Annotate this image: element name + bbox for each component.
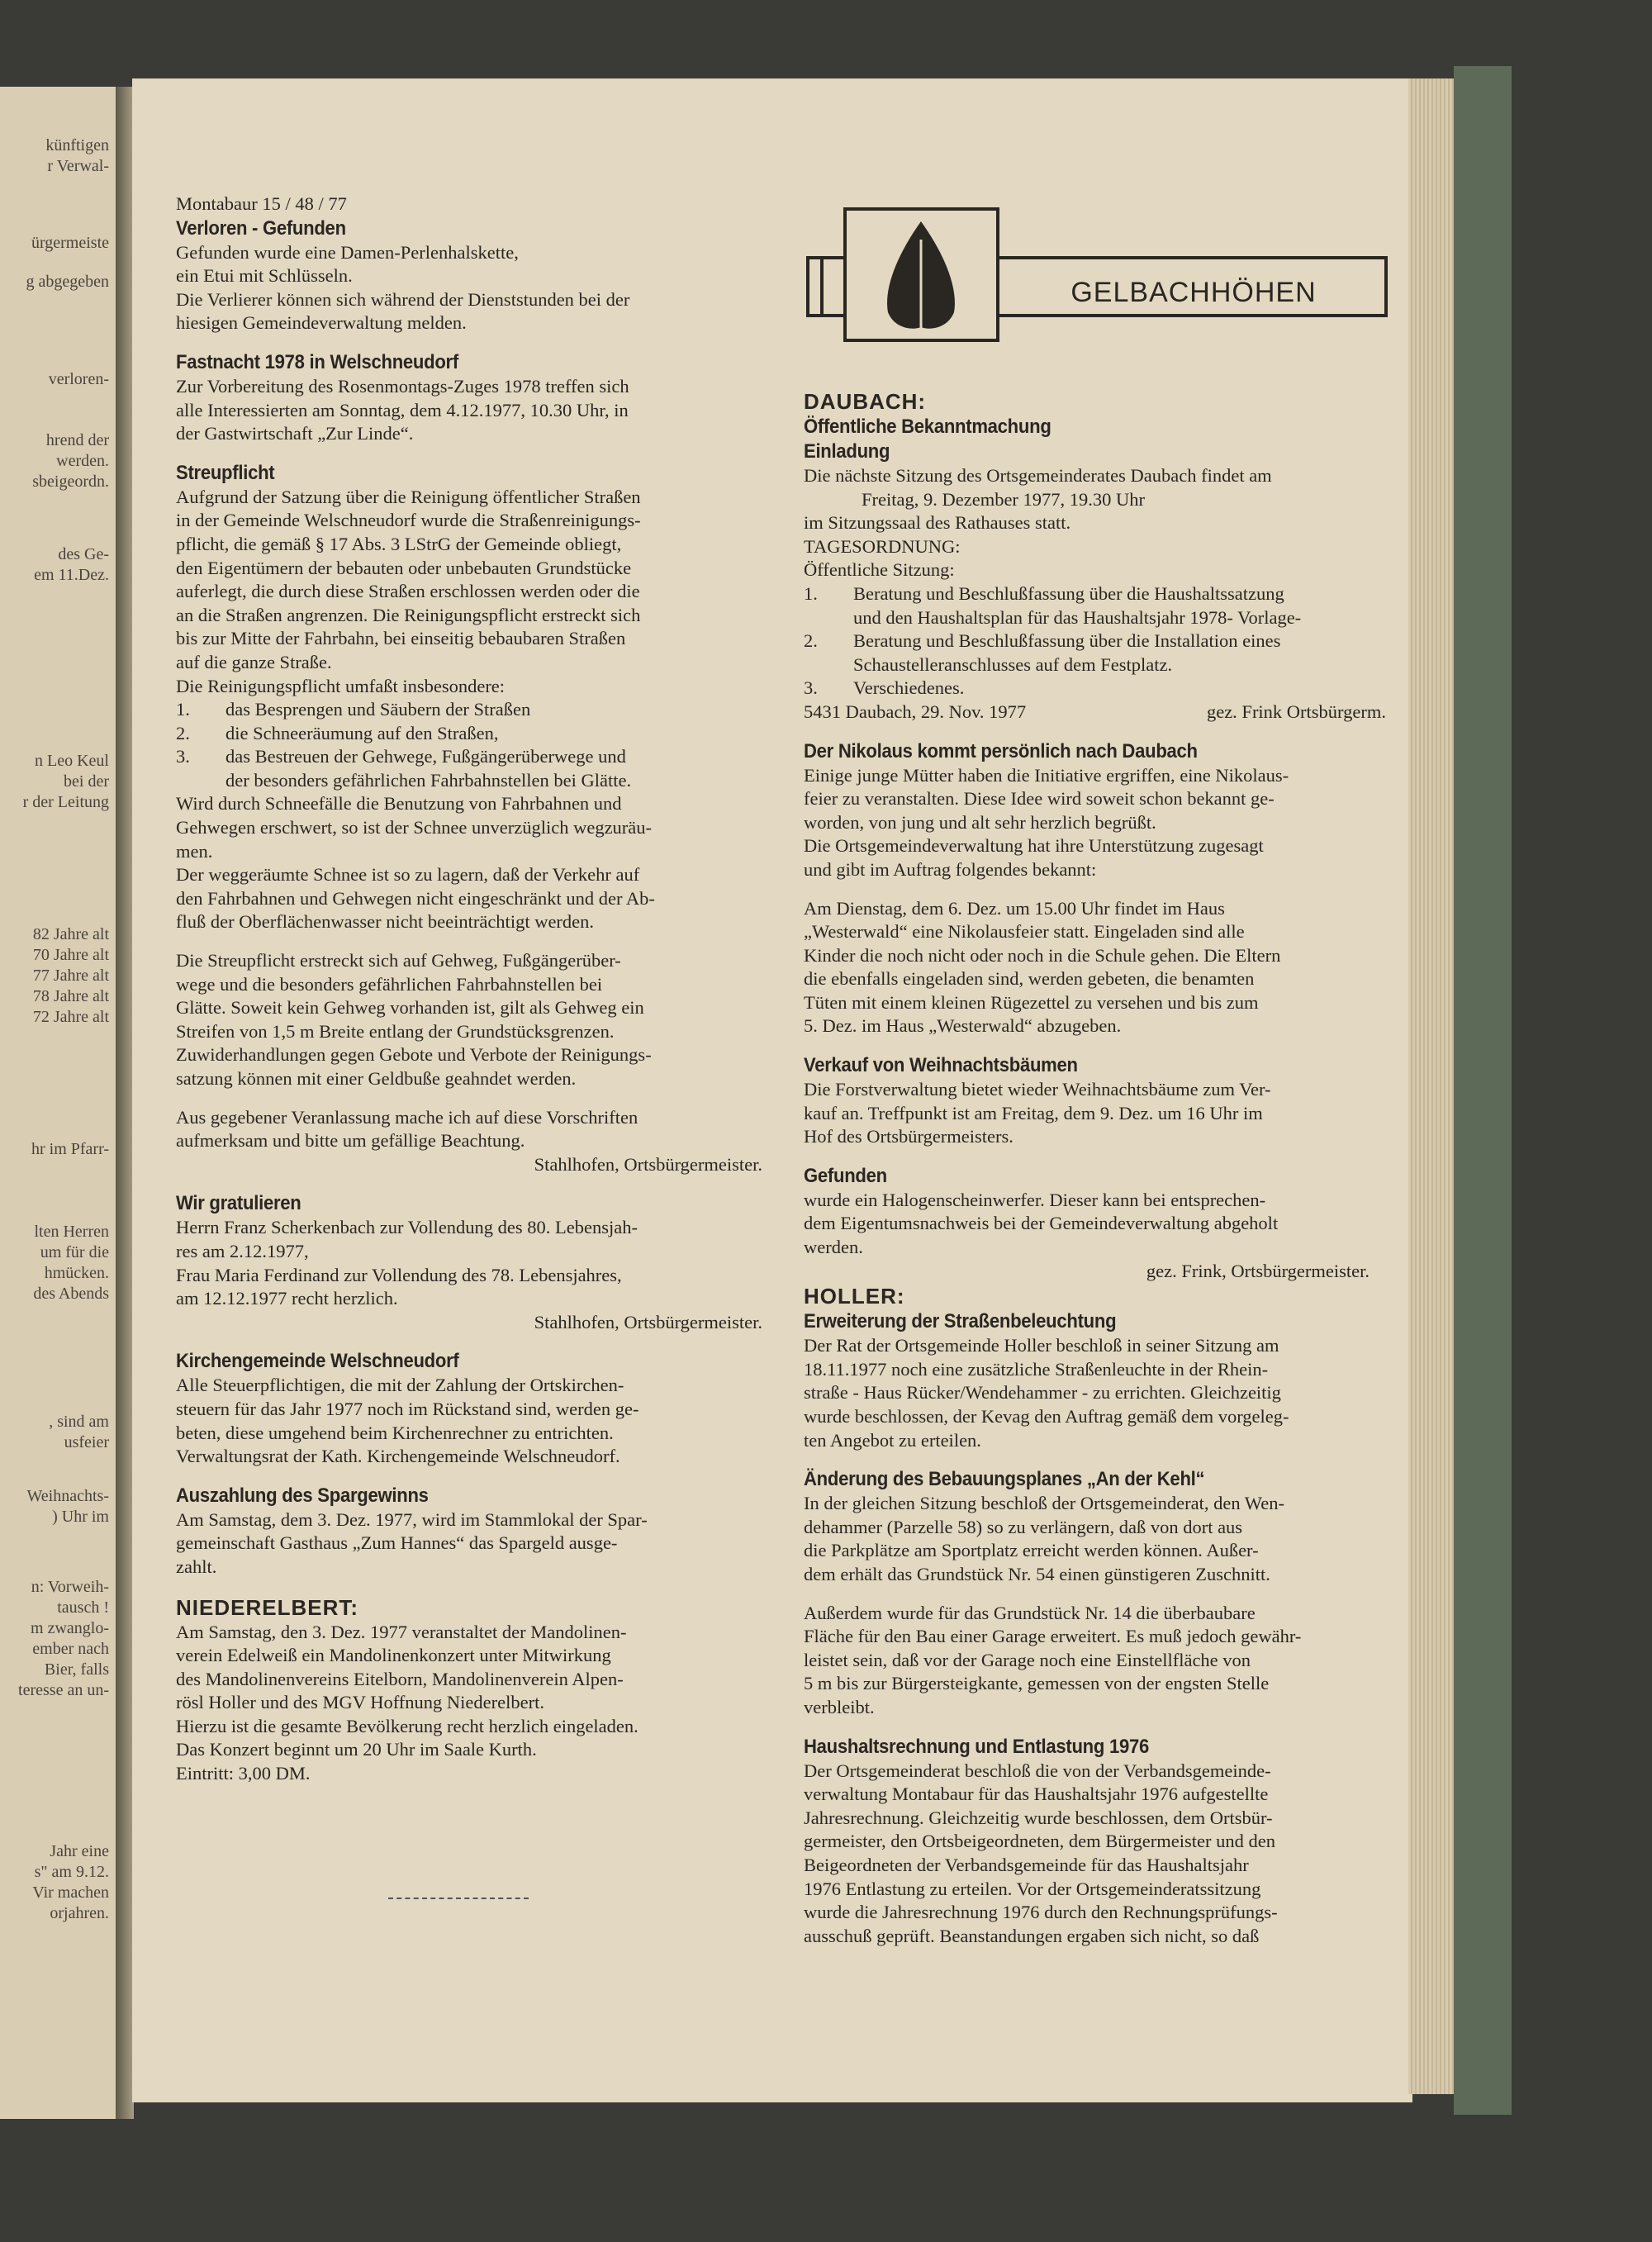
spacer: [804, 1038, 1411, 1053]
section-subheading: Einladung: [804, 440, 890, 463]
list-item: [804, 629, 1411, 653]
body-line: In der gleichen Sitzung beschloß der Ortsgemeinderat, den Wen-: [804, 1493, 1284, 1514]
body-line: werden.: [804, 1237, 863, 1258]
numbered-list: [176, 698, 804, 792]
margin-fragment: ember nach: [32, 1640, 109, 1658]
body-line: wege und die besonders gefährlichen Fahrbahnstellen bei: [176, 973, 603, 995]
margin-fragment: 77 Jahre alt: [32, 967, 109, 985]
signature: Stahlhofen, Ortsbürgermeister.: [534, 1311, 762, 1332]
body-line: am 12.12.1977 recht herzlich.: [176, 1288, 398, 1309]
body-line: leistet sein, daß vor der Garage noch eine Einstellfläche von: [804, 1649, 1251, 1670]
signature: gez. Frink, Ortsbürgermeister.: [1146, 1260, 1370, 1281]
section-heading: Der Nikolaus kommt persönlich nach Daubach: [804, 739, 1198, 762]
margin-fragment: sbeigeordn.: [32, 473, 109, 491]
list-number: [176, 769, 225, 793]
list-item: [804, 606, 1411, 630]
margin-fragment: tausch !: [57, 1598, 109, 1617]
margin-fragment: ) Uhr im: [52, 1508, 109, 1526]
place-date-line: [804, 701, 1386, 724]
body-line: dem erhält das Grundstück Nr. 54 einen günstigeren Zuschnitt.: [804, 1563, 1270, 1584]
spacer: [176, 1579, 804, 1594]
margin-fragment: 72 Jahre alt: [32, 1008, 109, 1026]
list-text: und den Haushaltsplan für das Haushaltsjahr 1978- Vorlage-: [853, 606, 1302, 628]
body-line: Jahresrechnung. Gleichzeitig wurde beschlossen, dem Ortsbür-: [804, 1807, 1273, 1828]
spacer: [804, 1587, 1411, 1602]
margin-fragment: um für die: [40, 1243, 109, 1261]
body-line: Freitag, 9. Dezember 1977, 19.30 Uhr: [862, 488, 1146, 510]
body-line: Beigeordneten der Verbandsgemeinde für das Haushaltsjahr: [804, 1854, 1249, 1875]
body-line: in der Gemeinde Welschneudorf wurde die Straßenreinigungs-: [176, 510, 641, 531]
body-line: res am 2.12.1977,: [176, 1240, 309, 1261]
body-line: wurde beschlossen, der Kevag den Auftrag gemäß dem vorgeleg-: [804, 1406, 1289, 1427]
list-text: Verschiedenes.: [853, 677, 965, 699]
body-line: dehammer (Parzelle 58) so zu verlängern, daß von dort aus: [804, 1516, 1243, 1537]
spacer: [176, 1091, 804, 1106]
margin-fragment: em 11.Dez.: [34, 566, 109, 584]
section-heading: Öffentliche Bekanntmachung: [804, 416, 1051, 438]
section-heading: Gefunden: [804, 1164, 887, 1187]
section-heading: Änderung des Bebauungsplanes „An der Kehl“: [804, 1468, 1205, 1491]
body-line: Gehwegen erschwert, so ist der Schnee unverzüglich wegzuräu-: [176, 817, 653, 838]
left-column: [176, 192, 804, 1786]
body-line: wurde die Jahresrechnung 1976 durch den Rechnungsprüfungs-: [804, 1902, 1278, 1923]
body-line: Hof des Ortsbürgermeisters.: [804, 1126, 1014, 1147]
list-text: Beratung und Beschlußfassung über die Installation eines: [853, 630, 1281, 652]
list-text: Beratung und Beschlußfassung über die Haushaltssatzung: [853, 582, 1284, 604]
list-number: 2.: [176, 722, 190, 743]
body-line: Wird durch Schneefälle die Benutzung von Fahrbahnen und: [176, 793, 622, 815]
list-text: die Schneeräumung auf den Straßen,: [225, 722, 499, 743]
body-line: Die Forstverwaltung bietet wieder Weihnachtsbäume zum Ver-: [804, 1079, 1271, 1100]
body-line: 5. Dez. im Haus „Westerwald“ abzugeben.: [804, 1015, 1122, 1037]
section-heading: Wir gratulieren: [176, 1192, 301, 1215]
margin-fragment: Jahr eine: [50, 1842, 109, 1860]
margin-fragment: des Abends: [33, 1285, 109, 1303]
adjacent-page: [0, 87, 121, 2119]
body-line: den Fahrbahnen und Gehwegen nicht eingeschränkt und der Ab-: [176, 887, 655, 909]
spacer: [804, 724, 1411, 739]
margin-fragment: Vir machen: [32, 1883, 109, 1902]
body-line: rösl Holler und des MGV Hoffnung Niederelbert.: [176, 1692, 544, 1713]
body-line: verwaltung Montabaur für das Haushaltsjahr 1976 aufgestellte: [804, 1784, 1269, 1805]
body-line: wurde ein Halogenscheinwerfer. Dieser kann bei entsprechen-: [804, 1189, 1266, 1210]
body-line: Am Dienstag, dem 6. Dez. um 15.00 Uhr findet im Haus: [804, 897, 1225, 919]
spacer: [176, 934, 804, 949]
body-line: Verwaltungsrat der Kath. Kirchengemeinde Welschneudorf.: [176, 1446, 620, 1467]
body-line: Hierzu ist die gesamte Bevölkerung recht herzlich eingeladen.: [176, 1715, 638, 1736]
body-line: ausschuß geprüft. Beanstandungen ergaben sich nicht, so daß: [804, 1925, 1260, 1946]
body-line: Am Samstag, dem 3. Dez. 1977, wird im Stammlokal der Spar-: [176, 1508, 648, 1530]
gelbachhoehen-logo: [805, 207, 1392, 343]
body-line: worden, von jung und alt sehr herzlich begrüßt.: [804, 811, 1156, 833]
section-heading: Haushaltsrechnung und Entlastung 1976: [804, 1735, 1149, 1758]
margin-fragment: werden.: [56, 452, 109, 470]
margin-fragment: ürgermeiste: [31, 234, 109, 252]
margin-fragment: n Leo Keul: [35, 752, 109, 770]
body-line: Herrn Franz Scherkenbach zur Vollendung des 80. Lebensjah-: [176, 1217, 638, 1238]
list-text: das Besprengen und Säubern der Straßen: [225, 699, 531, 720]
body-line: 18.11.1977 noch eine zusätzliche Straßenleuchte in der Rhein-: [804, 1358, 1269, 1380]
body-line: und gibt im Auftrag folgendes bekannt:: [804, 858, 1097, 880]
body-line: Aus gegebener Veranlassung mache ich auf diese Vorschriften: [176, 1106, 638, 1128]
body-line: straße - Haus Rücker/Wendehammer - zu errichten. Gleichzeitig: [804, 1382, 1281, 1404]
body-line: Die Ortsgemeindeverwaltung hat ihre Unterstützung zugesagt: [804, 835, 1264, 857]
list-number: 1.: [804, 582, 818, 604]
body-line: 1976 Entlastung zu erteilen. Vor der Ortsgemeinderatssitzung: [804, 1878, 1261, 1899]
body-line: an die Straßen angrenzen. Die Reinigungspflicht erstreckt sich: [176, 604, 641, 625]
body-line: 5 m bis zur Bürgersteigkante, gemessen von der engsten Stelle: [804, 1673, 1270, 1694]
body-line: im Sitzungssaal des Rathauses statt.: [804, 512, 1071, 534]
body-line: verbleibt.: [804, 1696, 875, 1717]
body-line: aufmerksam und bitte um gefällige Beachtung.: [176, 1130, 525, 1152]
body-line: verein Edelweiß ein Mandolinenkonzert unter Mitwirkung: [176, 1645, 611, 1666]
list-text: das Bestreuen der Gehwege, Fußgängerüberwege und: [225, 746, 626, 767]
body-line: Die nächste Sitzung des Ortsgemeinderates Daubach findet am: [804, 465, 1272, 486]
list-item: [804, 677, 1411, 701]
body-line: Fläche für den Bau einer Garage erweitert. Es muß jedoch gewähr-: [804, 1626, 1302, 1647]
margin-fragment: hrend der: [45, 431, 109, 449]
body-line: Die Verlierer können sich während der Dienststunden bei der: [176, 288, 630, 310]
agenda-subtitle: Öffentliche Sitzung:: [804, 559, 955, 581]
body-line: dem Eigentumsnachweis bei der Gemeindeverwaltung abgeholt: [804, 1213, 1279, 1234]
list-item: [804, 653, 1411, 677]
list-number: 1.: [176, 699, 190, 720]
body-line: Die Streupflicht erstreckt sich auf Gehweg, Fußgängerüber-: [176, 950, 621, 971]
margin-fragment: Weihnachts-: [26, 1487, 109, 1505]
place-date: 5431 Daubach, 29. Nov. 1977: [804, 701, 1027, 722]
body-line: Der Rat der Ortsgemeinde Holler beschloß in seiner Sitzung am: [804, 1335, 1279, 1356]
list-number: [804, 653, 853, 677]
margin-fragment: r Verwal-: [47, 157, 109, 175]
margin-fragment: verloren-: [48, 370, 109, 388]
body-line: Streifen von 1,5 m Breite entlang der Grundstücksgrenzen.: [176, 1020, 615, 1042]
book-cover: [1454, 66, 1512, 2115]
list-number: [804, 606, 853, 630]
body-line: zahlt.: [176, 1556, 217, 1577]
body-line: Die Reinigungspflicht umfaßt insbesondere:: [176, 675, 506, 696]
margin-fragment: 78 Jahre alt: [32, 987, 109, 1005]
right-column: [804, 388, 1411, 1948]
body-line: pflicht, die gemäß § 17 Abs. 3 LStrG der Gemeinde obliegt,: [176, 533, 622, 554]
body-line: ten Angebot zu erteilen.: [804, 1429, 981, 1451]
body-line: den Eigentümern der bebauten oder unbebauten Grundstücke: [176, 557, 632, 578]
margin-fragment: usfeier: [64, 1433, 109, 1451]
place-heading: DAUBACH:: [804, 389, 927, 414]
body-line: bis zur Mitte der Fahrbahn, bei einseitig bebaubaren Straßen: [176, 628, 626, 649]
margin-fragment: bei der: [64, 772, 109, 791]
margin-fragment: g abgegeben: [26, 273, 109, 291]
body-line: Eintritt: 3,00 DM.: [176, 1763, 311, 1784]
body-line: Der Ortsgemeinderat beschloß die von der Verbandsgemeinde-: [804, 1760, 1271, 1781]
list-item: [176, 722, 804, 746]
place-heading: HOLLER:: [804, 1284, 905, 1309]
section-heading: Auszahlung des Spargewinns: [176, 1484, 429, 1507]
section-heading: Kirchengemeinde Welschneudorf: [176, 1350, 459, 1373]
section-heading: Fastnacht 1978 in Welschneudorf: [176, 350, 458, 373]
place-heading: NIEDERELBERT:: [176, 1594, 359, 1620]
section-heading: Streupflicht: [176, 461, 275, 484]
body-line: germeister, den Ortsbeigeordneten, dem Bürgermeister und den: [804, 1831, 1276, 1852]
body-line: Frau Maria Ferdinand zur Vollendung des 78. Lebensjahres,: [176, 1264, 622, 1285]
list-text: Schaustelleranschlusses auf dem Festplatz.: [853, 653, 1173, 675]
spacer: [804, 1452, 1411, 1467]
section-heading: Verkauf von Weihnachtsbäumen: [804, 1054, 1078, 1077]
body-line: Zur Vorbereitung des Rosenmontags-Zuges 1978 treffen sich: [176, 375, 629, 397]
body-line: der Gastwirtschaft „Zur Linde“.: [176, 423, 414, 444]
margin-fragment: künftigen: [45, 136, 109, 154]
body-line: Glätte. Soweit kein Gehweg vorhanden ist, gilt als Gehweg ein: [176, 997, 644, 1019]
body-line: Das Konzert beginnt um 20 Uhr im Saale Kurth.: [176, 1739, 537, 1760]
signature: gez. Frink Ortsbürgerm.: [1206, 701, 1386, 722]
margin-fragment: m zwanglo-: [31, 1619, 109, 1637]
body-line: Alle Steuerpflichtigen, die mit der Zahlung der Ortskirchen-: [176, 1375, 624, 1396]
body-line: die ebenfalls eingeladen sind, werden gebeten, die benamten: [804, 968, 1255, 990]
spacer: [176, 1334, 804, 1349]
margin-fragment: Bier, falls: [44, 1660, 109, 1679]
margin-fragment: s" am 9.12.: [34, 1863, 109, 1881]
body-line: feier zu veranstalten. Diese Idee wird soweit schon bekannt ge-: [804, 788, 1275, 810]
body-line: kauf an. Treffpunkt ist am Freitag, dem 9. Dez. um 16 Uhr im: [804, 1102, 1263, 1123]
margin-fragment: orjahren.: [50, 1904, 109, 1922]
margin-fragment: teresse an un-: [18, 1681, 109, 1699]
margin-fragment: 82 Jahre alt: [32, 925, 109, 943]
body-line: Kinder die noch nicht oder noch in die Schule gehen. Die Eltern: [804, 944, 1281, 966]
body-line: Außerdem wurde für das Grundstück Nr. 14 die überbaubare: [804, 1602, 1256, 1623]
list-text: der besonders gefährlichen Fahrbahnstellen bei Glätte.: [225, 769, 632, 791]
body-line: Zuwiderhandlungen gegen Gebote und Verbote der Reinigungs-: [176, 1044, 652, 1066]
list-item: [804, 582, 1411, 606]
section-heading: Verloren - Gefunden: [176, 216, 346, 240]
margin-fragment: hmücken.: [44, 1264, 109, 1282]
body-line: hiesigen Gemeindeverwaltung melden.: [176, 312, 467, 334]
margin-fragment: r der Leitung: [22, 793, 109, 811]
body-line: auf die ganze Straße.: [176, 651, 332, 672]
separator-line: [388, 1898, 529, 1899]
list-number: 3.: [804, 677, 818, 699]
numbered-list: [804, 582, 1411, 701]
margin-fragment: lten Herren: [34, 1223, 109, 1241]
page-edges: [1408, 78, 1454, 2094]
list-item: [176, 745, 804, 769]
body-line: gemeinschaft Gasthaus „Zum Hannes“ das Spargeld ausge-: [176, 1532, 618, 1554]
margin-fragment: des Ge-: [58, 545, 109, 563]
body-line: des Mandolinenvereins Eitelborn, Mandolinenverein Alpen-: [176, 1668, 624, 1689]
list-number: 2.: [804, 630, 818, 652]
body-line: Aufgrund der Satzung über die Reinigung öffentlicher Straßen: [176, 486, 641, 507]
margin-fragment: , sind am: [49, 1413, 109, 1431]
body-line: Tüten mit einem kleinen Rügezettel zu versehen und bis zum: [804, 991, 1259, 1013]
body-line: Am Samstag, den 3. Dez. 1977 veranstaltet der Mandolinen-: [176, 1621, 627, 1642]
body-line: ein Etui mit Schlüsseln.: [176, 265, 353, 287]
margin-fragment: 70 Jahre alt: [32, 946, 109, 964]
body-line: Gefunden wurde eine Damen-Perlenhalskette,: [176, 241, 519, 263]
body-line: „Westerwald“ eine Nikolausfeier statt. Eingeladen sind alle: [804, 921, 1245, 943]
spacer: [176, 335, 804, 350]
body-line: steuern für das Jahr 1977 noch im Rückstand sind, werden ge-: [176, 1398, 639, 1419]
spacer: [804, 882, 1411, 897]
spacer: [176, 1176, 804, 1191]
body-line: Der weggeräumte Schnee ist so zu lagern, daß der Verkehr auf: [176, 864, 640, 886]
margin-fragment: n: Vorweih-: [31, 1578, 109, 1596]
body-line: beten, diese umgehend beim Kirchenrechner zu entrichten.: [176, 1422, 614, 1443]
list-number: 3.: [176, 746, 190, 767]
logo-text: GELBACHHÖHEN: [1070, 277, 1317, 308]
body-line: satzung können mit einer Geldbuße geahndet werden.: [176, 1068, 577, 1089]
body-line: fluß der Oberflächenwasser nicht beeinträchtigt werden.: [176, 911, 595, 933]
margin-fragment: hr im Pfarr-: [31, 1140, 109, 1158]
body-line: auferlegt, die durch diese Straßen erschlossen werden oder die: [176, 581, 640, 602]
spacer: [804, 1149, 1411, 1164]
spacer: [176, 446, 804, 461]
list-item: [176, 769, 804, 793]
dateline: Montabaur 15 / 48 / 77: [176, 193, 347, 214]
section-heading: Erweiterung der Straßenbeleuchtung: [804, 1310, 1117, 1333]
agenda-title: TAGESORDNUNG:: [804, 535, 961, 557]
signature: Stahlhofen, Ortsbürgermeister.: [534, 1153, 762, 1175]
body-line: men.: [176, 840, 213, 862]
list-item: [176, 698, 804, 722]
body-line: die Parkplätze am Sportplatz erreicht werden können. Außer-: [804, 1540, 1259, 1561]
body-line: alle Interessierten am Sonntag, dem 4.12.1977, 10.30 Uhr, in: [176, 399, 629, 420]
spacer: [804, 1720, 1411, 1735]
book-gutter: [116, 87, 134, 2119]
body-line: Einige junge Mütter haben die Initiative ergriffen, eine Nikolaus-: [804, 764, 1289, 786]
spacer: [176, 1469, 804, 1484]
